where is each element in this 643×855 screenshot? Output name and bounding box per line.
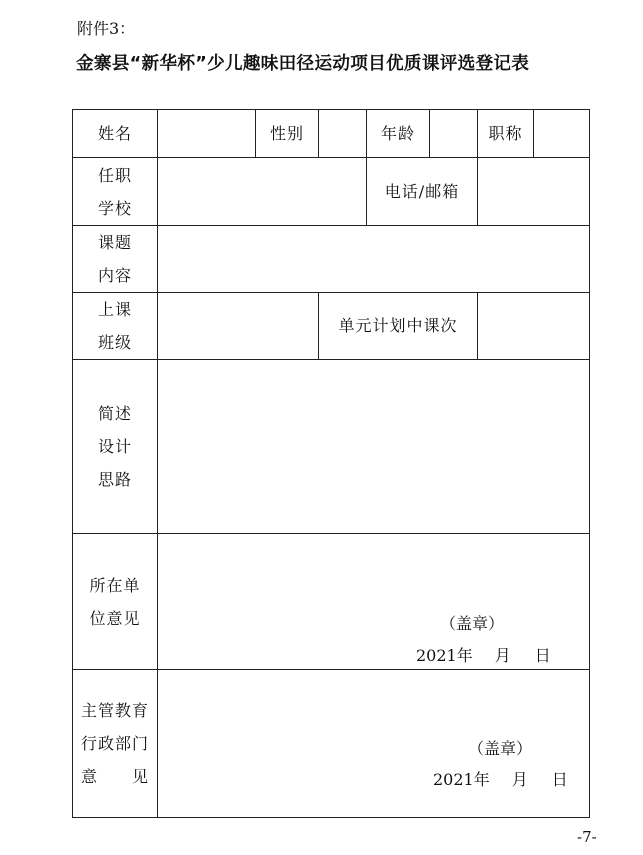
dept-opinion-label-line: 行政部门 — [80, 734, 149, 753]
design-label-line: 简述 — [97, 404, 132, 423]
design-label-line: 思路 — [97, 470, 132, 489]
contact-field[interactable] — [478, 158, 590, 226]
class-label — [73, 293, 158, 360]
school-field[interactable] — [158, 158, 367, 226]
dept-opinion-label-line: 主管教育 — [80, 701, 149, 720]
unit-date-month: 月 — [494, 646, 511, 665]
class-field[interactable] — [158, 293, 319, 360]
gender-label: 性别 — [256, 110, 319, 158]
dept-date-day: 日 — [551, 770, 568, 789]
topic-field[interactable] — [158, 226, 590, 293]
dept-opinion-label — [73, 670, 158, 818]
dept-date-year: 2021年 — [433, 770, 490, 789]
unit-date-year: 2021年 — [416, 646, 473, 665]
topic-label-line: 课题 — [97, 233, 132, 252]
unit-opinion-field[interactable] — [158, 534, 590, 670]
age-field[interactable] — [430, 110, 478, 158]
school-label — [73, 158, 158, 226]
class-label-line: 上课 — [97, 300, 132, 319]
dept-date-month: 月 — [511, 770, 528, 789]
lesson-label: 单元计划中课次 — [319, 293, 478, 360]
unit-opinion-label-line: 所在单 — [89, 575, 141, 595]
design-label — [73, 360, 158, 534]
dept-opinion-label-line: 意 见 — [80, 767, 149, 786]
lesson-field[interactable] — [478, 293, 590, 360]
topic-label — [73, 226, 158, 293]
registration-form — [72, 109, 590, 818]
dept-opinion-field[interactable] — [158, 670, 590, 818]
attachment-label: 附件3： — [77, 19, 136, 38]
school-label-line: 学校 — [97, 198, 132, 218]
school-label-line: 任职 — [97, 165, 132, 185]
unit-date-day: 日 — [534, 646, 551, 665]
page-number: -7- — [577, 828, 597, 846]
unit-date — [416, 646, 551, 666]
dept-seal-text: （盖章） — [468, 739, 533, 758]
gender-field[interactable] — [319, 110, 367, 158]
title-field[interactable] — [534, 110, 590, 158]
topic-label-line: 内容 — [97, 266, 132, 285]
title-label: 职称 — [478, 110, 534, 158]
document-title: 金寨县“新华杯”少儿趣味田径运动项目优质课评选登记表 — [76, 54, 530, 74]
name-label: 姓名 — [73, 110, 158, 158]
unit-opinion-label-line: 位意见 — [89, 608, 141, 628]
age-label: 年龄 — [367, 110, 430, 158]
design-label-line: 设计 — [97, 437, 132, 456]
dept-date — [433, 770, 568, 790]
name-field[interactable] — [158, 110, 256, 158]
class-label-line: 班级 — [97, 333, 132, 352]
design-field[interactable] — [158, 360, 590, 534]
unit-opinion-label — [73, 534, 158, 670]
contact-label: 电话/邮箱 — [367, 158, 478, 226]
unit-seal-text: （盖章） — [440, 614, 505, 633]
